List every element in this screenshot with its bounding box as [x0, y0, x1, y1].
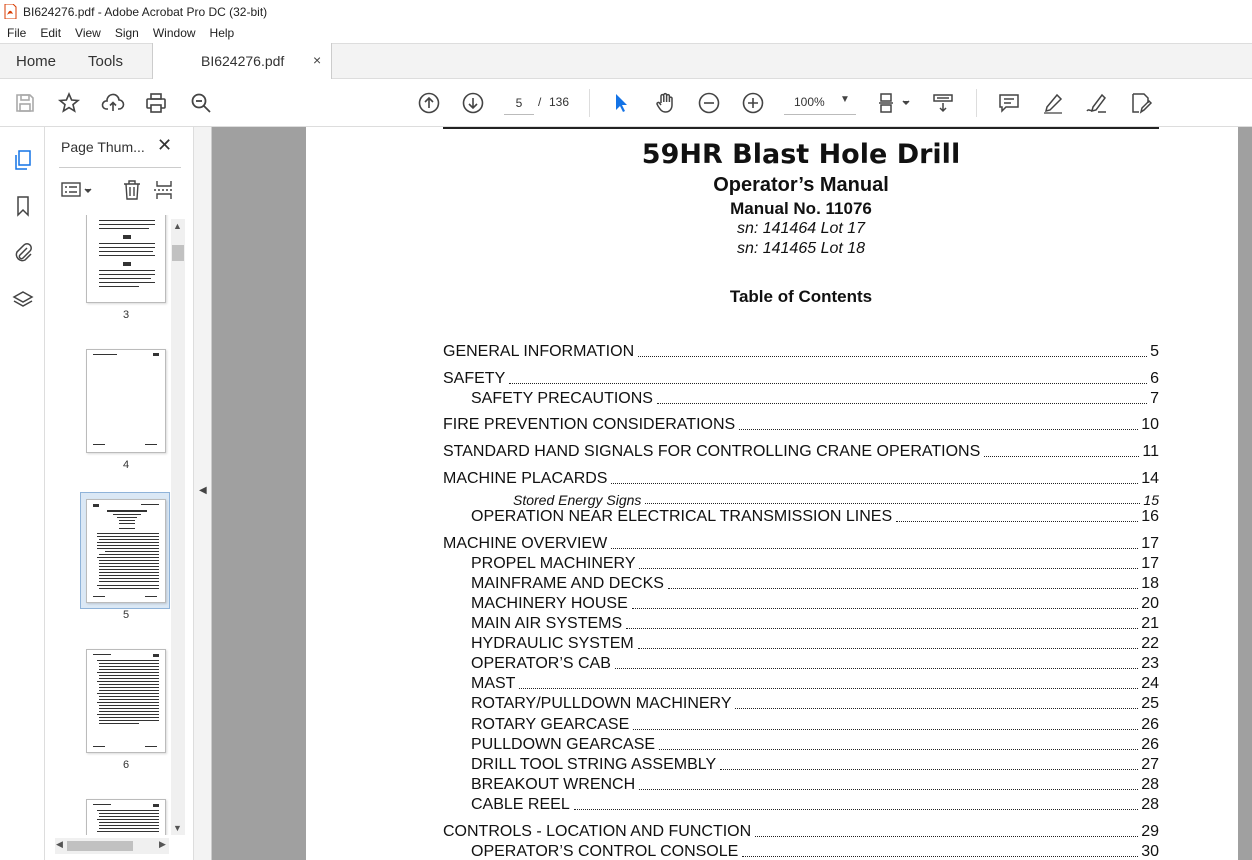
toc-entry[interactable]	[471, 613, 1159, 633]
chevron-down-icon: ▼	[840, 94, 850, 105]
toc-dot-leader	[633, 729, 1138, 730]
toc-entry-page: 21	[1141, 615, 1159, 632]
page-header-rule	[443, 127, 1159, 129]
toc-entry-title: ROTARY GEARCASE	[471, 716, 630, 733]
cloud-upload-icon[interactable]	[100, 90, 126, 116]
page-display-icon[interactable]	[876, 90, 916, 116]
main-toolbar	[0, 79, 1252, 127]
toc-entry-page: 14	[1141, 470, 1159, 487]
total-pages: 136	[549, 95, 570, 109]
toc-dot-leader	[611, 483, 1138, 484]
toc-entry[interactable]	[471, 653, 1159, 673]
toc-entry-title: FIRE PREVENTION CONSIDERATIONS	[443, 416, 736, 433]
serial-number-2: sn: 141465 Lot 18	[736, 240, 866, 257]
toc-dot-leader	[735, 708, 1138, 709]
thumbnail-vertical-scrollbar[interactable]	[171, 219, 185, 835]
toc-entry[interactable]	[471, 553, 1159, 573]
scroll-up-icon[interactable]: ▲	[173, 221, 182, 231]
toc-entry-title: OPERATOR’S CAB	[471, 655, 611, 672]
toc-entry-title: CABLE REEL	[471, 796, 570, 813]
menu-bar	[0, 23, 1252, 43]
toc-entry[interactable]	[443, 414, 1159, 434]
menu-view[interactable]: View	[75, 26, 101, 40]
panel-toolbar	[45, 171, 193, 207]
toc-entry-page: 23	[1141, 655, 1159, 672]
save-icon[interactable]	[12, 90, 38, 116]
toc-dot-leader	[659, 749, 1138, 750]
panel-divider	[59, 167, 181, 168]
toc-entry-page: 5	[1150, 343, 1159, 360]
toc-entry-title: MAINFRAME AND DECKS	[471, 575, 664, 592]
toc-entry-title: BREAKOUT WRENCH	[471, 776, 636, 793]
scrolling-mode-icon[interactable]	[930, 90, 956, 116]
thumbnail-page-3[interactable]	[86, 215, 166, 303]
menu-file[interactable]: File	[7, 26, 27, 40]
tab-bar	[0, 43, 1252, 79]
toc-entry[interactable]	[471, 573, 1159, 593]
toc-entry-title: MACHINE PLACARDS	[443, 470, 608, 487]
toc-entry[interactable]	[443, 441, 1159, 461]
scroll-down-icon[interactable]: ▼	[173, 823, 182, 833]
toc-entry[interactable]	[471, 794, 1159, 814]
layers-icon[interactable]	[10, 287, 36, 313]
zoom-value: 100%	[794, 95, 825, 109]
zoom-out-icon[interactable]	[696, 90, 722, 116]
thumbnail-options-icon[interactable]	[61, 179, 95, 201]
toc-entry-page: 17	[1141, 555, 1159, 572]
scroll-right-icon[interactable]: ▶	[159, 839, 166, 849]
toc-entry[interactable]	[513, 488, 1159, 508]
toc-entry-page: 26	[1141, 716, 1159, 733]
thumbnail-label: 5	[122, 609, 130, 621]
select-cursor-icon[interactable]	[608, 90, 634, 116]
thumbnail-page-7[interactable]	[86, 799, 166, 835]
menu-sign[interactable]: Sign	[114, 26, 139, 40]
page-thumbnails-icon[interactable]	[10, 147, 36, 173]
tab-tools[interactable]: Tools	[88, 53, 124, 70]
toc-entry[interactable]	[443, 468, 1159, 488]
menu-help[interactable]: Help	[209, 26, 235, 40]
toc-dot-leader	[638, 648, 1139, 649]
page-thumbnails-panel	[45, 127, 193, 860]
tab-home[interactable]: Home	[16, 53, 57, 70]
toc-entry[interactable]	[471, 593, 1159, 613]
toc-dot-leader	[639, 789, 1138, 790]
thumbnail-label: 6	[122, 759, 130, 771]
attachments-paperclip-icon[interactable]	[10, 239, 36, 265]
toc-dot-leader	[896, 521, 1138, 522]
toc-entry-title: DRILL TOOL STRING ASSEMBLY	[471, 756, 717, 773]
panel-title: Page Thum...	[61, 139, 145, 155]
toc-dot-leader	[742, 856, 1138, 857]
toc-entry-page: 28	[1141, 776, 1159, 793]
document-title: 59HR Blast Hole Drill	[641, 139, 961, 170]
toc-entry-page: 10	[1141, 416, 1159, 433]
toc-entry[interactable]	[443, 368, 1159, 388]
toc-entry[interactable]	[471, 673, 1159, 693]
toc-entry-title: STANDARD HAND SIGNALS FOR CONTROLLING CRANE OPERATIONS	[443, 443, 981, 460]
toc-entry-title: MAIN AIR SYSTEMS	[471, 615, 623, 632]
page-separator: /	[538, 95, 542, 109]
toc-entry-page: 20	[1141, 595, 1159, 612]
hand-tool-icon[interactable]	[652, 90, 678, 116]
toc-entry-page: 28	[1141, 796, 1159, 813]
toc-dot-leader	[739, 429, 1138, 430]
thumbnail-list	[45, 215, 171, 835]
toc-entry-page: 18	[1141, 575, 1159, 592]
sign-pen-icon[interactable]	[1084, 90, 1110, 116]
search-zoom-icon[interactable]	[188, 90, 214, 116]
toc-entry-title: GENERAL INFORMATION	[443, 343, 635, 360]
toc-entry-page: 15	[1143, 492, 1159, 508]
thumbnail-label: 4	[122, 459, 130, 471]
title-bar	[0, 0, 1252, 23]
thumbnail-page-4[interactable]	[86, 349, 166, 453]
toc-entry-page: 7	[1150, 390, 1159, 407]
toc-entry[interactable]	[471, 774, 1159, 794]
toc-dot-leader	[574, 809, 1138, 810]
toc-dot-leader	[755, 836, 1138, 837]
toc-entry-title: HYDRAULIC SYSTEM	[471, 635, 634, 652]
toc-entry-title: OPERATION NEAR ELECTRICAL TRANSMISSION LINES	[471, 508, 893, 525]
toc-entry-page: 16	[1141, 508, 1159, 525]
thumbnail-horizontal-scrollbar[interactable]	[55, 838, 169, 854]
zoom-select[interactable]	[784, 91, 856, 115]
toc-dot-leader	[657, 403, 1147, 404]
toc-dot-leader	[668, 588, 1138, 589]
menu-window[interactable]: Window	[152, 26, 196, 40]
toc-entry-title: MACHINE OVERVIEW	[443, 535, 608, 552]
thumbnail-page-6[interactable]	[86, 649, 166, 753]
bookmarks-icon[interactable]	[10, 193, 36, 219]
menu-edit[interactable]: Edit	[40, 26, 62, 40]
panel-splitter[interactable]	[193, 127, 212, 860]
toc-entry-page: 26	[1141, 736, 1159, 753]
toc-entry-title: OPERATOR’S CONTROL CONSOLE	[471, 843, 739, 860]
toolbar-divider	[589, 89, 590, 117]
toc-entry-title: ROTARY/PULLDOWN MACHINERY	[471, 695, 732, 712]
comment-icon[interactable]	[996, 90, 1022, 116]
toc-entry[interactable]	[471, 633, 1159, 653]
toc-entry-page: 17	[1141, 535, 1159, 552]
toc-entry-page: 22	[1141, 635, 1159, 652]
tab-document[interactable]	[152, 43, 332, 80]
toc-dot-leader	[720, 769, 1138, 770]
toc-heading: Table of Contents	[729, 287, 873, 306]
tab-close-icon[interactable]: ×	[313, 52, 322, 68]
scroll-left-icon[interactable]: ◀	[56, 839, 63, 849]
toc-dot-leader	[626, 628, 1138, 629]
toc-entry[interactable]	[471, 506, 1159, 526]
toc-entry-page: 11	[1142, 443, 1159, 460]
toc-entry-title: MAST	[471, 675, 516, 692]
toc-entry-title: SAFETY	[443, 370, 506, 387]
toc-entry[interactable]	[443, 341, 1159, 361]
page-number-input[interactable]	[504, 91, 534, 115]
document-viewer[interactable]	[212, 127, 1252, 860]
toc-dot-leader	[519, 688, 1138, 689]
toc-entry-title: PROPEL MACHINERY	[471, 555, 636, 572]
pdf-page	[306, 127, 1238, 860]
toc-entry[interactable]	[471, 388, 1159, 408]
delete-trash-icon[interactable]	[121, 179, 143, 201]
print-icon[interactable]	[143, 90, 169, 116]
tab-document-label: BI624276.pdf	[201, 53, 285, 69]
toc-entry[interactable]	[471, 841, 1159, 860]
toc-entry[interactable]	[471, 693, 1159, 713]
toc-entry-page: 27	[1141, 756, 1159, 773]
thumbnail-label: 3	[122, 309, 130, 321]
toc-dot-leader	[509, 383, 1147, 384]
toc-dot-leader	[632, 608, 1138, 609]
insert-page-icon[interactable]	[153, 179, 175, 201]
toc-dot-leader	[638, 356, 1147, 357]
toc-entry-page: 24	[1141, 675, 1159, 692]
next-page-icon[interactable]	[460, 90, 486, 116]
edit-pdf-icon[interactable]	[1128, 90, 1154, 116]
toc-dot-leader	[639, 568, 1138, 569]
toc-dot-leader	[645, 503, 1140, 504]
highlight-pen-icon[interactable]	[1040, 90, 1066, 116]
panel-close-icon[interactable]: ✕	[157, 135, 173, 155]
document-subtitle: Operator’s Manual	[713, 174, 889, 196]
acrobat-pdf-icon	[4, 4, 17, 19]
window-title: BI624276.pdf - Adobe Acrobat Pro DC (32-bit)	[23, 4, 268, 19]
toc-entry-title: Stored Energy Signs	[513, 492, 642, 508]
toc-entry-page: 29	[1141, 823, 1159, 840]
toc-entry-title: PULLDOWN GEARCASE	[471, 736, 656, 753]
scrollbar-thumb[interactable]	[172, 245, 184, 261]
toc-entry[interactable]	[471, 754, 1159, 774]
toolbar-divider	[976, 89, 977, 117]
navigation-rail	[0, 127, 45, 860]
toc-dot-leader	[615, 668, 1138, 669]
toc-entry-title: CONTROLS - LOCATION AND FUNCTION	[443, 823, 752, 840]
toc-entry[interactable]	[471, 714, 1159, 734]
toc-entry[interactable]	[443, 533, 1159, 553]
toc-entry-title: MACHINERY HOUSE	[471, 595, 628, 612]
serial-number-1: sn: 141464 Lot 17	[736, 220, 866, 237]
toc-dot-leader	[611, 548, 1138, 549]
toc-entry-page: 6	[1150, 370, 1159, 387]
zoom-in-icon[interactable]	[740, 90, 766, 116]
star-bookmark-icon[interactable]	[56, 90, 82, 116]
previous-page-icon[interactable]	[416, 90, 442, 116]
manual-number: Manual No. 11076	[730, 199, 872, 218]
toc-entry[interactable]	[443, 821, 1159, 841]
toc-entry-title: SAFETY PRECAUTIONS	[471, 390, 653, 407]
toc-entry-page: 25	[1141, 695, 1159, 712]
collapse-panel-icon[interactable]: ◀	[199, 485, 207, 496]
scrollbar-thumb[interactable]	[67, 841, 133, 851]
toc-entry[interactable]	[471, 734, 1159, 754]
toc-dot-leader	[984, 456, 1139, 457]
toc-entry-page: 30	[1141, 843, 1159, 860]
thumbnail-page-5[interactable]	[86, 499, 166, 603]
